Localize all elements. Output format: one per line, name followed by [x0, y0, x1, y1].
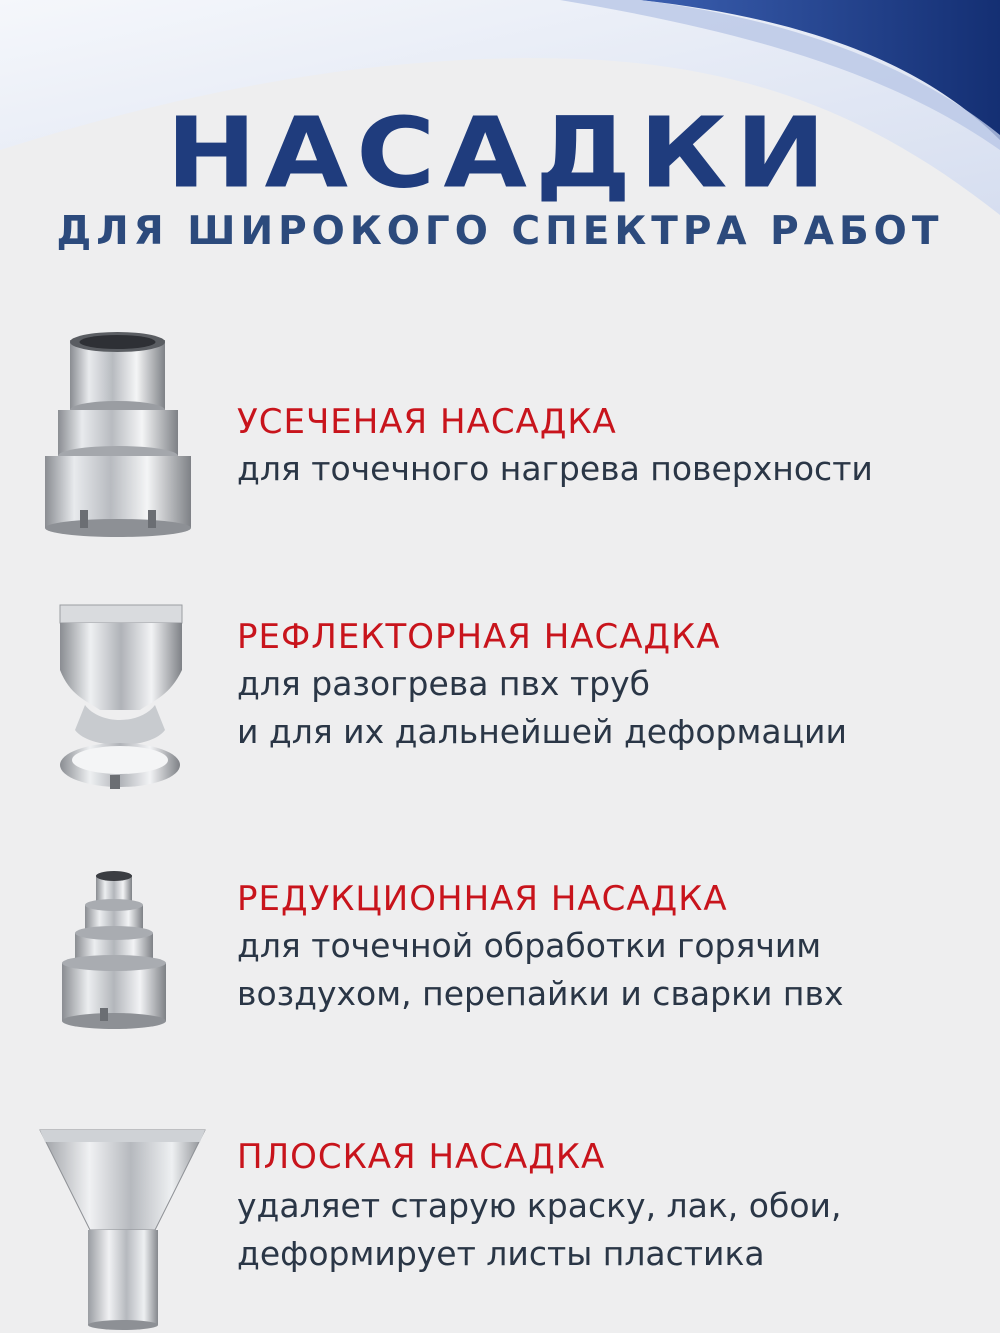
- item-desc: удаляет старую краску, лак, обои, деформирует листы пластика: [237, 1186, 842, 1273]
- reduction-nozzle-icon: [30, 870, 210, 1040]
- item-title: УСЕЧЕНАЯ НАСАДКА: [237, 402, 617, 442]
- nozzle-item-reflector: [0, 600, 1000, 800]
- item-desc: для точечной обработки горячим воздухом, перепайки и сварки пвх: [237, 926, 844, 1013]
- item-title: ПЛОСКАЯ НАСАДКА: [237, 1137, 606, 1177]
- page-subtitle: ДЛЯ ШИРОКОГО СПЕКТРА РАБОТ: [56, 209, 944, 254]
- flat-nozzle-icon: [30, 1120, 210, 1330]
- reflector-nozzle-icon: [30, 600, 210, 800]
- item-desc: для разогрева пвх труб и для их дальнейшей деформации: [237, 664, 847, 751]
- truncated-nozzle-icon: [30, 330, 210, 540]
- page-title: НАСАДКИ: [166, 97, 834, 210]
- nozzle-item-flat: [0, 1120, 1000, 1330]
- item-title: РЕДУКЦИОННАЯ НАСАДКА: [237, 879, 728, 919]
- nozzle-item-truncated: [0, 330, 1000, 540]
- nozzle-item-reduction: [0, 870, 1000, 1040]
- item-title: РЕФЛЕКТОРНАЯ НАСАДКА: [237, 617, 721, 657]
- item-desc: для точечного нагрева поверхности: [237, 449, 873, 488]
